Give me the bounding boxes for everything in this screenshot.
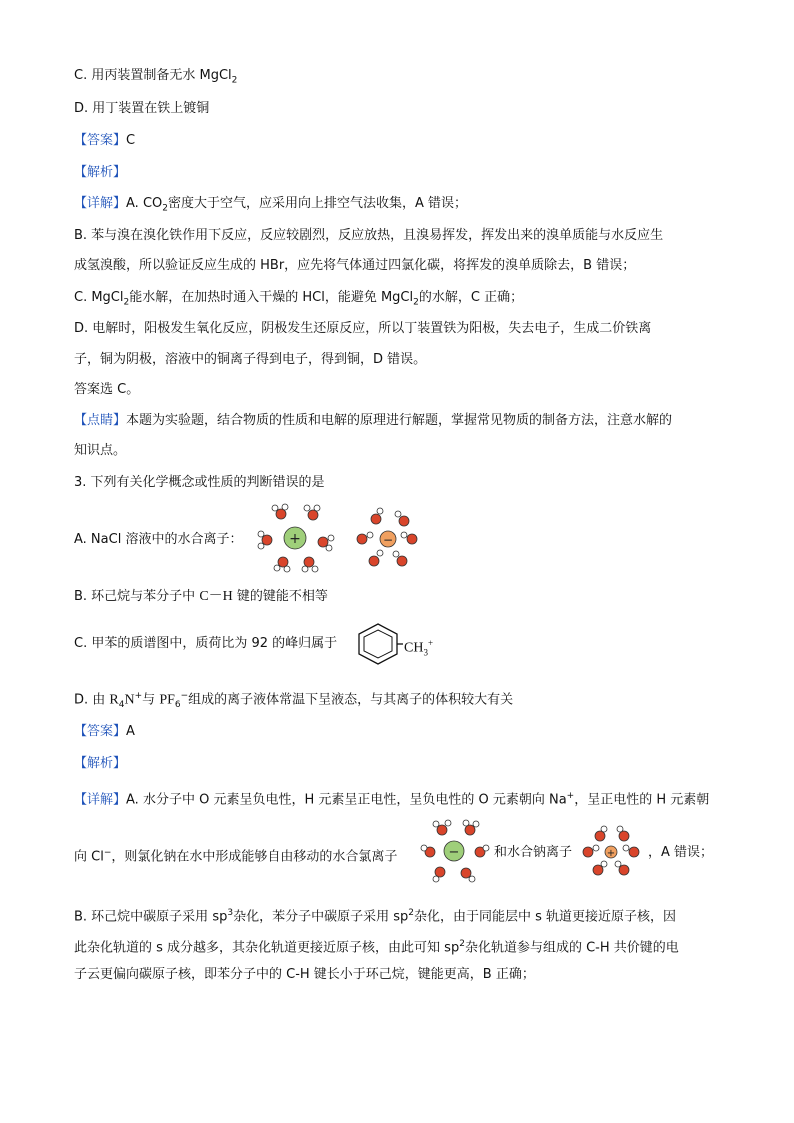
q3-detail-a-line2: 向 Cl−，则氯化钠在水中形成能够自由移动的水合氯离子 — [74, 848, 398, 865]
q3-option-c: C. 甲苯的质谱图中，质荷比为 92 的峰归属于 — [74, 636, 338, 651]
q3-detail-b-line2: 此杂化轨道的 s 成分越多，其杂化轨道更接近原子核，由此可知 $sp^2$杂化轨道参与组成的 C-H 共价键的电 — [74, 939, 679, 956]
svg-text:−: − — [448, 845, 460, 860]
q3-option-a: A. NaCl 溶液中的水合离子： — [74, 532, 243, 547]
q2-option-d: D. 用丁装置在铁上镀铜 — [74, 101, 210, 116]
q2-detail-c: C. MgCl$_2$能水解，在加热时通入干燥的 HCl，能避免 MgCl$_2$的水解，C 正确； — [74, 290, 524, 308]
q3-option-b: B. 环己烷与苯分子中 C－H 键的键能不相等 — [74, 589, 328, 604]
q2-analysis-tag: 【解析】 — [74, 165, 127, 180]
q2-point-line1: 【点睛】本题为实验题，结合物质的性质和电解的原理进行解题，掌握常见物质的制备方法，注意水解的 — [74, 413, 673, 428]
q3-analysis-tag: 【解析】 — [74, 756, 127, 771]
hydrated-sodium-ion-inline-icon — [578, 824, 644, 880]
svg-text:+: + — [289, 531, 301, 547]
q2-detail-b-line2: 成氢溴酸，所以验证反应生成的 HBr，应先将气体通过四氯化碳，将挥发的溴单质除去，B 错误； — [74, 258, 636, 273]
q3-stem: 3. 下列有关化学概念或性质的判断错误的是 — [74, 475, 325, 490]
q2-detail-b-line1: B. 苯与溴在溴化铁作用下反应，反应较剧烈，反应放热，且溴易挥发，挥发出来的溴单质能与水反应生 — [74, 228, 664, 243]
svg-text:+: + — [606, 848, 616, 859]
q3-detail-a-line2c: ，A 错误； — [648, 845, 714, 860]
q3-detail-b-line3: 子云更偏向碳原子核，即苯分子中的 C-H 键长小于环己烷，键能更高，B 正确； — [74, 967, 535, 982]
q3-detail-a-line2b: 和水合钠离子 — [494, 845, 573, 860]
q2-answer: 【答案】C — [74, 133, 136, 148]
methyl-cation: $CH_3^+$ — [404, 638, 434, 658]
q3-detail-b-line1: B. 环己烷中碳原子采用 $sp^3$杂化，苯分子中碳原子采用 $sp^2$杂化，由于同能层中 s 轨道更接近原子核，因 — [74, 908, 677, 925]
q2-detail-a: 【详解】A. $CO_2$密度大于空气，应采用向上排空气法收集，A 错误； — [74, 196, 468, 214]
q2-option-c: C. 用丙装置制备无水 MgCl$_2$ — [74, 68, 238, 86]
q3-option-d: D. 由 $R_4N^+$与 $PF_6^-$组成的离子液体常温下呈液态，与其离子的体积较大有关 — [74, 691, 514, 710]
hydrated-chloride-ion-icon — [350, 505, 430, 575]
q2-detail-d-line2: 子，铜为阴极，溶液中的铜离子得到电子，得到铜，D 错误。 — [74, 352, 427, 367]
q3-answer: 【答案】A — [74, 724, 135, 739]
q2-conclusion: 答案选 C。 — [74, 382, 140, 397]
benzene-ring-icon — [353, 621, 403, 665]
hydrated-sodium-ion-icon — [255, 500, 340, 575]
svg-text:−: − — [382, 533, 394, 547]
q3-detail-a-line1: 【详解】A. 水分子中 O 元素呈负电性，H 元素呈正电性，呈负电性的 O 元素朝向 Na+，呈正电性的 H 元素朝 — [74, 791, 710, 808]
hydrated-chloride-ion-inline-icon — [420, 818, 490, 884]
q2-detail-d-line1: D. 电解时，阳极发生氧化反应，阴极发生还原反应，所以丁装置铁为阳极，失去电子，生成二价铁离 — [74, 321, 652, 336]
q2-point-line2: 知识点。 — [74, 443, 127, 458]
